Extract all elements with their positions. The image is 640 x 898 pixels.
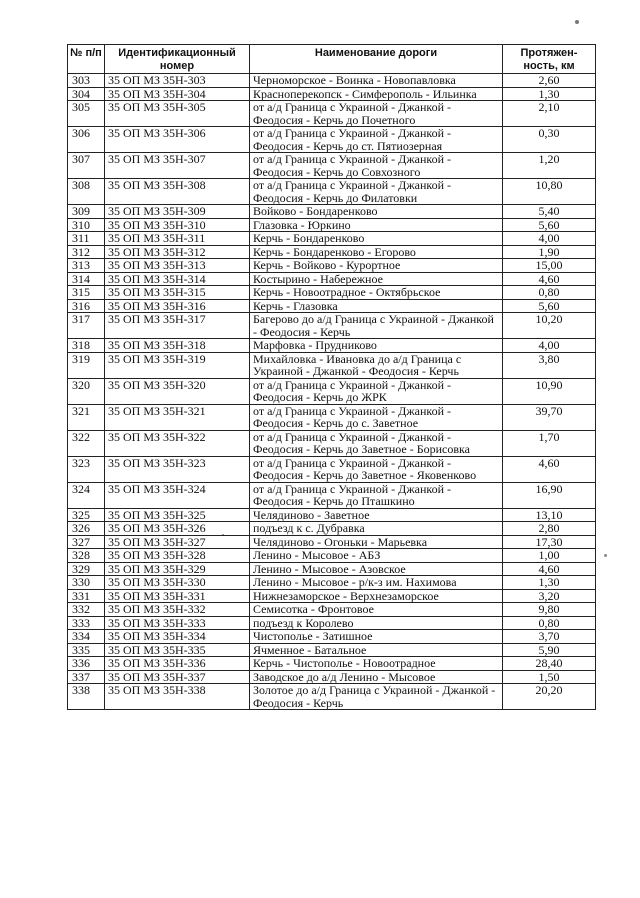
cell-num: 319 (68, 352, 105, 378)
table-row (68, 508, 596, 522)
cell-length: 28,40 (503, 657, 596, 671)
table-row (68, 404, 596, 430)
cell-road-name: от а/д Граница с Украиной - Джанкой - Феодосия - Керчь до Филатовки (250, 179, 503, 205)
cell-num: 328 (68, 549, 105, 563)
cell-road-name: Нижнезаморское - Верхнезаморское (250, 589, 503, 603)
cell-id: 35 ОП МЗ 35Н-303 (105, 74, 250, 88)
cell-road-name: Керчь - Чистополье - Новоотрадное (250, 657, 503, 671)
table-header (68, 45, 596, 74)
cell-num: 336 (68, 657, 105, 671)
cell-length: 10,20 (503, 313, 596, 339)
cell-id: 35 ОП МЗ 35Н-333 (105, 616, 250, 630)
cell-num: 323 (68, 456, 105, 482)
cell-num: 310 (68, 218, 105, 232)
cell-length: 4,00 (503, 232, 596, 246)
cell-num: 329 (68, 562, 105, 576)
cell-length: 16,90 (503, 482, 596, 508)
cell-length: 39,70 (503, 404, 596, 430)
table-row (68, 630, 596, 644)
cell-length: 2,60 (503, 74, 596, 88)
cell-num: 309 (68, 205, 105, 219)
cell-id: 35 ОП МЗ 35Н-317 (105, 313, 250, 339)
table-row (68, 657, 596, 671)
cell-num: 305 (68, 101, 105, 127)
cell-num: 303 (68, 74, 105, 88)
cell-length: 1,30 (503, 576, 596, 590)
cell-road-name: Глазовка - Юркино (250, 218, 503, 232)
cell-length: 1,50 (503, 670, 596, 684)
cell-num: 333 (68, 616, 105, 630)
table-row (68, 74, 596, 88)
cell-num: 322 (68, 430, 105, 456)
cell-id: 35 ОП МЗ 35Н-335 (105, 643, 250, 657)
table-row (68, 684, 596, 710)
cell-id: 35 ОП МЗ 35Н-327 (105, 535, 250, 549)
cell-road-name: Багерово до а/д Граница с Украиной - Джанкой - Феодосия - Керчь (250, 313, 503, 339)
cell-num: 330 (68, 576, 105, 590)
cell-num: 325 (68, 508, 105, 522)
cell-length: 15,00 (503, 259, 596, 273)
table-row (68, 87, 596, 101)
cell-id: 35 ОП МЗ 35Н-331 (105, 589, 250, 603)
cell-id: 35 ОП МЗ 35Н-306 (105, 127, 250, 153)
cell-length: 1,30 (503, 87, 596, 101)
cell-id: 35 ОП МЗ 35Н-337 (105, 670, 250, 684)
cell-num: 314 (68, 272, 105, 286)
cell-length: 3,20 (503, 589, 596, 603)
cell-length: 0,80 (503, 616, 596, 630)
cell-id: 35 ОП МЗ 35Н-330 (105, 576, 250, 590)
cell-num: 311 (68, 232, 105, 246)
cell-num: 313 (68, 259, 105, 273)
cell-road-name: Ячменное - Батальное (250, 643, 503, 657)
cell-length: 0,80 (503, 286, 596, 300)
table-row (68, 127, 596, 153)
cell-road-name: Керчь - Бондаренково - Егорово (250, 245, 503, 259)
cell-road-name: Керчь - Глазовка (250, 299, 503, 313)
cell-num: 334 (68, 630, 105, 644)
cell-num: 321 (68, 404, 105, 430)
cell-road-name: от а/д Граница с Украиной - Джанкой - Феодосия - Керчь до Пташкино (250, 482, 503, 508)
cell-road-name: Красноперекопск - Симферополь - Ильинка (250, 87, 503, 101)
table-row (68, 299, 596, 313)
cell-length: 13,10 (503, 508, 596, 522)
cell-id: 35 ОП МЗ 35Н-332 (105, 603, 250, 617)
cell-num: 337 (68, 670, 105, 684)
cell-num: 317 (68, 313, 105, 339)
table-row (68, 179, 596, 205)
cell-id: 35 ОП МЗ 35Н-307 (105, 153, 250, 179)
cell-num: 320 (68, 378, 105, 404)
cell-num: 327 (68, 535, 105, 549)
table-row (68, 643, 596, 657)
table-row (68, 245, 596, 259)
cell-num: 306 (68, 127, 105, 153)
table-row (68, 205, 596, 219)
cell-road-name: от а/д Граница с Украиной - Джанкой - Феодосия - Керчь до ст. Пятиозерная (250, 127, 503, 153)
cell-length: 3,80 (503, 352, 596, 378)
cell-road-name: от а/д Граница с Украиной - Джанкой - Феодосия - Керчь до Совхозного (250, 153, 503, 179)
header-length: Протяжен-ность, км (503, 45, 596, 74)
cell-length: 5,60 (503, 218, 596, 232)
cell-road-name: Войково - Бондаренково (250, 205, 503, 219)
table-row (68, 522, 596, 536)
cell-road-name: от а/д Граница с Украиной - Джанкой - Феодосия - Керчь до с. Заветное (250, 404, 503, 430)
cell-id: 35 ОП МЗ 35Н-322 (105, 430, 250, 456)
cell-id: 35 ОП МЗ 35Н-334 (105, 630, 250, 644)
cell-id: 35 ОП МЗ 35Н-315 (105, 286, 250, 300)
table-row (68, 313, 596, 339)
cell-length: 10,90 (503, 378, 596, 404)
cell-road-name: Керчь - Новоотрадное - Октябрьское (250, 286, 503, 300)
cell-road-name: Костырино - Набережное (250, 272, 503, 286)
table-body (68, 74, 596, 710)
cell-road-name: подъезд к с. Дубравка (250, 522, 503, 536)
cell-num: 326 (68, 522, 105, 536)
cell-length: 2,10 (503, 101, 596, 127)
cell-length: 5,90 (503, 643, 596, 657)
cell-id: 35 ОП МЗ 35Н-318 (105, 339, 250, 353)
cell-length: 1,20 (503, 153, 596, 179)
cell-length: 10,80 (503, 179, 596, 205)
cell-id: 35 ОП МЗ 35Н-319 (105, 352, 250, 378)
cell-num: 318 (68, 339, 105, 353)
table-row (68, 101, 596, 127)
cell-length: 1,00 (503, 549, 596, 563)
cell-length: 3,70 (503, 630, 596, 644)
cell-num: 315 (68, 286, 105, 300)
cell-length: 9,80 (503, 603, 596, 617)
cell-road-name: Заводское до а/д Ленино - Мысовое (250, 670, 503, 684)
cell-road-name: Золотое до а/д Граница с Украиной - Джанкой - Феодосия - Керчь (250, 684, 503, 710)
scan-dot (575, 20, 579, 24)
table-row (68, 352, 596, 378)
cell-road-name: подъезд к Королево (250, 616, 503, 630)
cell-length: 1,90 (503, 245, 596, 259)
table-row (68, 589, 596, 603)
cell-length: 17,30 (503, 535, 596, 549)
cell-road-name: Челядиново - Заветное (250, 508, 503, 522)
cell-length: 4,60 (503, 456, 596, 482)
cell-num: 312 (68, 245, 105, 259)
cell-road-name: от а/д Граница с Украиной - Джанкой - Феодосия - Керчь до Заветное - Яковенково (250, 456, 503, 482)
cell-road-name: Ленино - Мысовое - Азовское (250, 562, 503, 576)
cell-id: 35 ОП МЗ 35Н-304 (105, 87, 250, 101)
cell-num: 335 (68, 643, 105, 657)
cell-id: 35 ОП МЗ 35Н-325 (105, 508, 250, 522)
cell-id: 35 ОП МЗ 35Н-326 (105, 522, 250, 536)
cell-length: 4,00 (503, 339, 596, 353)
table-row (68, 153, 596, 179)
cell-length: 1,70 (503, 430, 596, 456)
cell-id: 35 ОП МЗ 35Н-320 (105, 378, 250, 404)
cell-road-name: от а/д Граница с Украиной - Джанкой - Феодосия - Керчь до ЖРК (250, 378, 503, 404)
cell-road-name: от а/д Граница с Украиной - Джанкой - Феодосия - Керчь до Заветное - Борисовка (250, 430, 503, 456)
cell-length: 4,60 (503, 562, 596, 576)
cell-num: 331 (68, 589, 105, 603)
cell-id: 35 ОП МЗ 35Н-324 (105, 482, 250, 508)
table-row (68, 218, 596, 232)
cell-id: 35 ОП МЗ 35Н-312 (105, 245, 250, 259)
cell-id: 35 ОП МЗ 35Н-328 (105, 549, 250, 563)
cell-num: 332 (68, 603, 105, 617)
cell-id: 35 ОП МЗ 35Н-323 (105, 456, 250, 482)
cell-num: 304 (68, 87, 105, 101)
roads-table (67, 44, 596, 710)
cell-id: 35 ОП МЗ 35Н-321 (105, 404, 250, 430)
cell-road-name: Челядиново - Огоньки - Марьевка (250, 535, 503, 549)
table-row (68, 232, 596, 246)
cell-road-name: Марфовка - Прудниково (250, 339, 503, 353)
cell-length: 20,20 (503, 684, 596, 710)
cell-length: 2,80 (503, 522, 596, 536)
scan-speck (604, 554, 607, 557)
cell-length: 5,60 (503, 299, 596, 313)
cell-length: 5,40 (503, 205, 596, 219)
cell-id: 35 ОП МЗ 35Н-308 (105, 179, 250, 205)
table-row (68, 482, 596, 508)
header-name: Наименование дороги (250, 45, 503, 74)
cell-num: 307 (68, 153, 105, 179)
table-row (68, 616, 596, 630)
cell-num: 308 (68, 179, 105, 205)
cell-road-name: Чистополье - Затишное (250, 630, 503, 644)
cell-id: 35 ОП МЗ 35Н-310 (105, 218, 250, 232)
cell-id: 35 ОП МЗ 35Н-329 (105, 562, 250, 576)
cell-id: 35 ОП МЗ 35Н-313 (105, 259, 250, 273)
cell-num: 324 (68, 482, 105, 508)
table-row (68, 259, 596, 273)
table-row (68, 456, 596, 482)
cell-road-name: Семисотка - Фронтовое (250, 603, 503, 617)
cell-num: 338 (68, 684, 105, 710)
header-id: Идентификационный номер (105, 45, 250, 74)
table-row (68, 603, 596, 617)
cell-num: 316 (68, 299, 105, 313)
table-row (68, 286, 596, 300)
header-row (68, 45, 596, 74)
cell-road-name: Керчь - Бондаренково (250, 232, 503, 246)
header-num: № п/п (68, 45, 105, 74)
cell-road-name: Ленино - Мысовое - р/к-з им. Нахимова (250, 576, 503, 590)
table-row (68, 576, 596, 590)
table-row (68, 535, 596, 549)
table-row (68, 339, 596, 353)
cell-road-name: Керчь - Войково - Курортное (250, 259, 503, 273)
cell-length: 4,60 (503, 272, 596, 286)
cell-id: 35 ОП МЗ 35Н-338 (105, 684, 250, 710)
table-row (68, 430, 596, 456)
cell-road-name: от а/д Граница с Украиной - Джанкой - Феодосия - Керчь до Почетного (250, 101, 503, 127)
cell-id: 35 ОП МЗ 35Н-309 (105, 205, 250, 219)
cell-id: 35 ОП МЗ 35Н-314 (105, 272, 250, 286)
cell-id: 35 ОП МЗ 35Н-311 (105, 232, 250, 246)
cell-id: 35 ОП МЗ 35Н-336 (105, 657, 250, 671)
cell-id: 35 ОП МЗ 35Н-316 (105, 299, 250, 313)
table-row (68, 670, 596, 684)
cell-length: 0,30 (503, 127, 596, 153)
table-row (68, 378, 596, 404)
cell-road-name: Ленино - Мысовое - АБЗ (250, 549, 503, 563)
cell-id: 35 ОП МЗ 35Н-305 (105, 101, 250, 127)
table-row (68, 562, 596, 576)
table-row (68, 272, 596, 286)
table-row (68, 549, 596, 563)
cell-road-name: Черноморское - Воинка - Новопавловка (250, 74, 503, 88)
cell-road-name: Михайловка - Ивановка до а/д Граница с Украиной - Джанкой - Феодосия - Керчь (250, 352, 503, 378)
